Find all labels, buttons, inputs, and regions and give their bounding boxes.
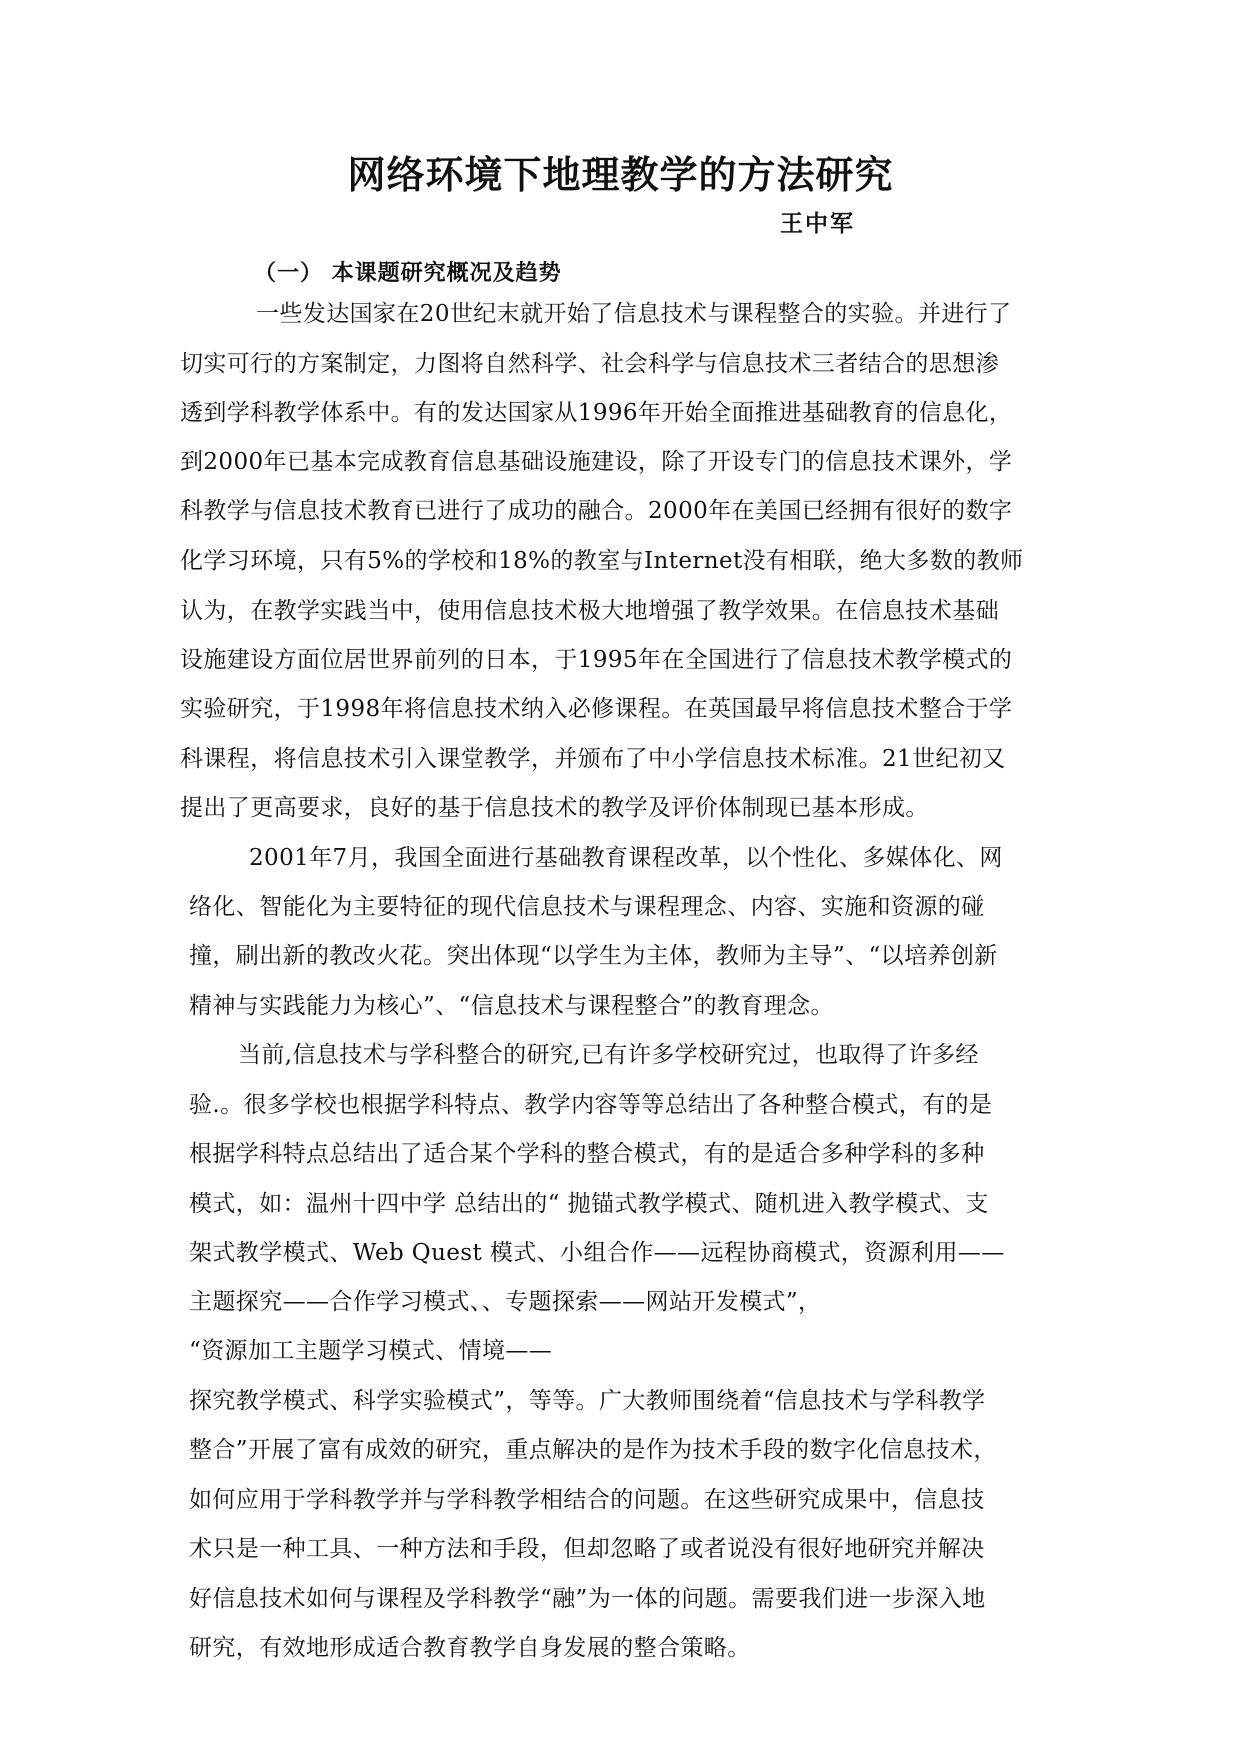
paragraph-1-line: 实验研究，于1998年将信息技术纳入必修课程。在英国最早将信息技术整合于学	[180, 696, 1013, 722]
paragraph-1-line: 一些发达国家在20世纪末就开始了信息技术与课程整合的实验。并进行了	[256, 301, 1012, 327]
paragraph-3-line: 好信息技术如何与课程及学科教学“融”为一体的问题。需要我们进一步深入地	[189, 1586, 986, 1612]
paragraph-2-line: 络化、智能化为主要特征的现代信息技术与课程理念、内容、实施和资源的碰	[189, 894, 985, 920]
paragraph-1-line: 化学习环境，只有5%的学校和18%的教室与Internet没有相联，绝大多数的教师	[180, 548, 1024, 574]
paragraph-3-line: 研究，有效地形成适合教育教学自身发展的整合策略。	[189, 1635, 751, 1661]
paragraph-3-line: “资源加工主题学习模式、情境——	[189, 1338, 553, 1364]
paragraph-1-line: 到2000年已基本完成教育信息基础设施建设，除了开设专门的信息技术课外，学	[180, 449, 1013, 475]
paragraph-1-line: 科课程，将信息技术引入课堂教学，并颁布了中小学信息技术标准。21世纪初又	[180, 746, 1006, 772]
paragraph-3-line: 验.。很多学校也根据学科特点、教学内容等等总结出了各种整合模式，有的是	[189, 1092, 993, 1118]
paragraph-1-line: 提出了更高要求，良好的基于信息技术的教学及评价体制现已基本形成。	[180, 795, 929, 821]
paragraph-3-line: 当前,信息技术与学科整合的研究,已有许多学校研究过，也取得了许多经	[238, 1042, 979, 1068]
paragraph-1-line: 设施建设方面位居世界前列的日本，于1995年在全国进行了信息技术教学模式的	[180, 647, 1013, 673]
paragraph-2-line: 精神与实践能力为核心”、“信息技术与课程整合”的教育理念。	[189, 993, 834, 1019]
paragraph-3-line: 模式，如：温州十四中学 总结出的“ 抛锚式教学模式、随机进入教学模式、支	[189, 1191, 989, 1217]
paragraph-3-line: 术只是一种工具、一种方法和手段，但却忽略了或者说没有很好地研究并解决	[189, 1536, 985, 1562]
paragraph-3-line: 整合”开展了富有成效的研究，重点解决的是作为技术手段的数字化信息技术，	[189, 1437, 997, 1463]
paragraph-3-line: 如何应用于学科教学并与学科教学相结合的问题。在这些研究成果中，信息技	[189, 1487, 985, 1513]
paragraph-1-line: 认为，在教学实践当中，使用信息技术极大地增强了教学效果。在信息技术基础	[180, 598, 999, 624]
author-name: 王中军	[780, 210, 855, 237]
paragraph-2-line: 2001年7月，我国全面进行基础教育课程改革，以个性化、多媒体化、网	[249, 845, 1003, 871]
section-heading: （一） 本课题研究概况及趋势	[254, 260, 562, 286]
paragraph-3-line: 探究教学模式、科学实验模式”，等等。广大教师围绕着“信息技术与学科教学	[189, 1388, 986, 1414]
paragraph-3-line: 架式教学模式、Web Quest 模式、小组合作——远程协商模式，资源利用——	[189, 1240, 1005, 1266]
paragraph-3-line: 根据学科特点总结出了适合某个学科的整合模式，有的是适合多种学科的多种	[189, 1141, 985, 1167]
paragraph-1-line: 切实可行的方案制定，力图将自然科学、社会科学与信息技术三者结合的思想渗	[180, 351, 999, 377]
paragraph-3-line: 主题探究——合作学习模式、、专题探索——网站开发模式”，	[189, 1289, 822, 1315]
paragraph-1-line: 透到学科教学体系中。有的发达国家从1996年开始全面推进基础教育的信息化，	[180, 400, 1013, 426]
paragraph-1-line: 科教学与信息技术教育已进行了成功的融合。2000年在美国已经拥有很好的数字	[180, 498, 1013, 524]
document-title: 网络环境下地理教学的方法研究	[347, 152, 894, 197]
paragraph-2-line: 撞，刷出新的教改火花。突出体现“以学生为主体，教师为主导”、“以培养创新	[189, 943, 998, 969]
